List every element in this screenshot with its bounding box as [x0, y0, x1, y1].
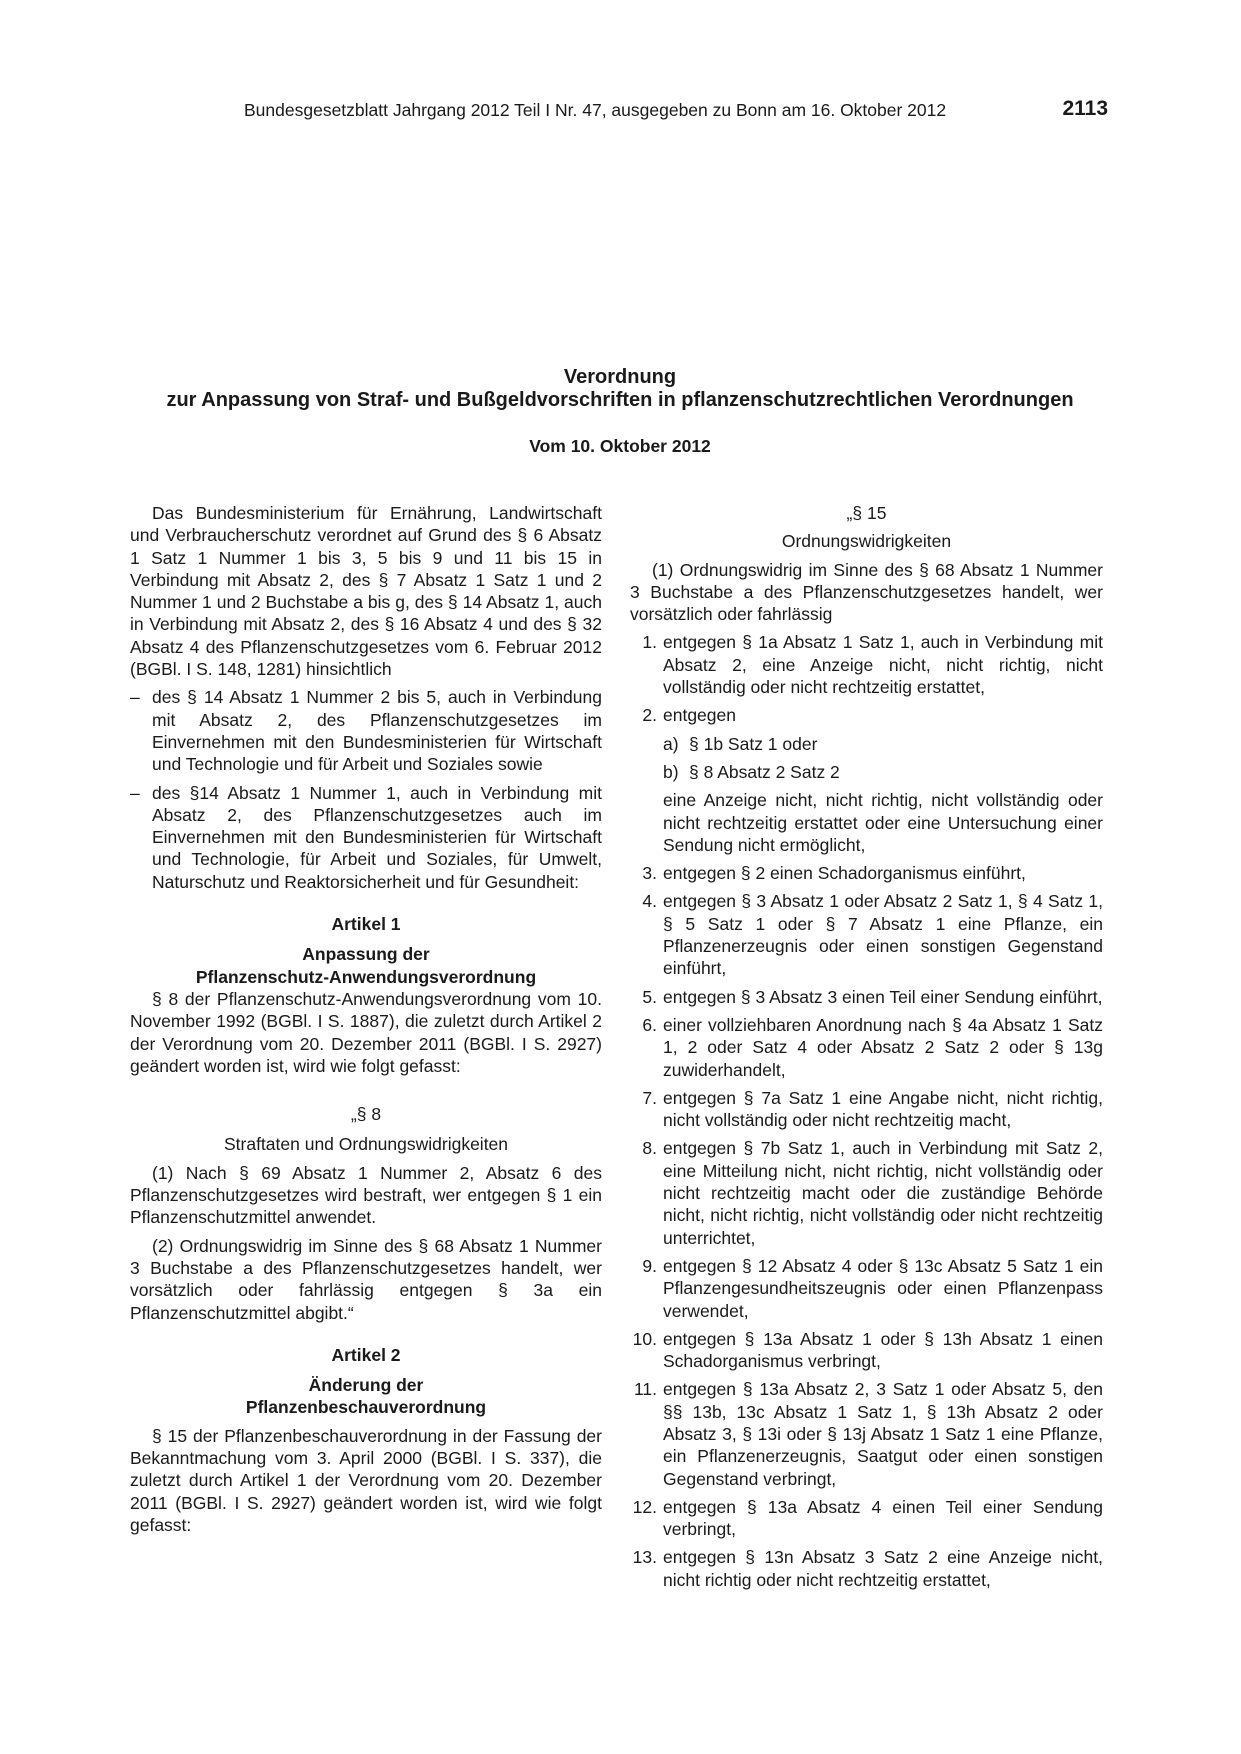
- list-item: [630, 1378, 1103, 1489]
- item-number: 7.: [642, 1087, 657, 1108]
- item-number: 8.: [642, 1138, 657, 1159]
- title-line2: zur Anpassung von Straf- und Bußgeldvorschriften in pflanzenschutzrechtlichen Verordnungen: [166, 389, 1074, 411]
- item-text: entgegen § 13a Absatz 4 einen Teil einer Sendung verbringt,: [663, 1496, 1103, 1540]
- list-item: [630, 1546, 1103, 1591]
- item-text: entgegen § 13a Absatz 2, 3 Satz 1 oder Absatz 5, den §§ 13b, 13c Absatz 1 Satz 1, § 13h Absatz 2 oder Absatz 3, § 13i oder § 13j Absatz 1 Satz 1 eine Pflanze, ein Pflanzenerzeugnis, Saatgut oder einen sonstigen Gegenstand verbringt,: [663, 1379, 1103, 1489]
- item-number: 13.: [632, 1547, 657, 1568]
- item-text: entgegen § 7b Satz 1, auch in Verbindung mit Satz 2, eine Mitteilung nicht, nicht richtig, nicht vollständig oder nicht rechtzeitig macht oder die zuständige Behörde nicht, nicht richtig, nicht vollständig oder nicht rechtzeitig unterrichtet,: [663, 1138, 1103, 1248]
- item-text: entgegen § 3 Absatz 1 oder Absatz 2 Satz 1, § 4 Satz 1, § 5 Satz 1 oder § 7 Absatz 1 eine Pflanze, ein Pflanzenerzeugnis oder einen sonstigen Gegenstand einführt,: [663, 891, 1103, 979]
- dash-marker: –: [130, 687, 140, 708]
- sub-item-b: [630, 761, 1103, 783]
- item-text: entgegen § 7a Satz 1 eine Angabe nicht, nicht richtig, nicht vollständig oder nicht rechtzeitig macht,: [663, 1087, 1103, 1131]
- article2-label: Artikel 2: [331, 1344, 401, 1365]
- item-number: 9.: [642, 1255, 657, 1276]
- section15-label: „§ 15: [846, 503, 887, 523]
- list-item: [630, 986, 1103, 1008]
- item-number: 10.: [632, 1328, 657, 1349]
- article1-label: Artikel 1: [331, 914, 401, 935]
- section15-title: Ordnungswidrigkeiten: [781, 531, 952, 552]
- section8-para1: (1) Nach § 69 Absatz 1 Nummer 2, Absatz 6 des Pflanzenschutzgesetzes wird bestraft, wer entgegen § 1 ein Pflanzenschutzmittel anwendet.: [130, 1162, 602, 1228]
- list-item: [630, 1328, 1103, 1373]
- item2-continuation: eine Anzeige nicht, nicht richtig, nicht vollständig oder nicht rechtzeitig erstattet oder eine Untersuchung einer Sendung nicht ermöglicht,: [663, 790, 1103, 855]
- article1-body: § 8 der Pflanzenschutz-Anwendungsverordnung vom 10. November 1992 (BGBl. I S. 1887), die zuletzt durch Artikel 2 der Verordnung vom 20. Dezember 2011 (BGBl. I S. 2927) geändert worden ist, wird wie folgt gefasst:: [130, 988, 602, 1076]
- item-number: 2.: [642, 705, 657, 726]
- section8-label: „§ 8: [350, 1104, 382, 1125]
- article1-title-line2: Pflanzenschutz-Anwendungsverordnung: [195, 966, 537, 987]
- article2-body: § 15 der Pflanzenbeschauverordnung in der Fassung der Bekanntmachung vom 3. April 2000 (BGBl. I S. 337), die zuletzt durch Artikel 1 der Verordnung vom 20. Dezember 2011 (BGBl. I S. 2927) geändert worden ist, wird wie folgt gefasst:: [130, 1425, 602, 1535]
- item-text: einer vollziehbaren Anordnung nach § 4a Absatz 1 Satz 1, 2 oder Satz 4 oder Absatz 2 Satz 2 oder § 13g zuwiderhandelt,: [663, 1014, 1103, 1080]
- section15-para1: (1) Ordnungswidrig im Sinne des § 68 Absatz 1 Nummer 3 Buchstabe a des Pflanzenschutzgesetzes handelt, wer vorsätzlich oder fahrlässig: [630, 559, 1103, 625]
- sub-item-marker: a): [663, 733, 679, 754]
- list-item: [630, 704, 1103, 726]
- item-number: 4.: [642, 891, 657, 912]
- item-text: entgegen § 2 einen Schadorganismus einführt,: [663, 863, 1026, 884]
- list-item: [630, 1137, 1103, 1248]
- item-number: 3.: [642, 863, 657, 884]
- item-text: entgegen § 1a Absatz 1 Satz 1, auch in Verbindung mit Absatz 2, eine Anzeige nicht, nicht richtig, nicht vollständig oder nicht rechtzeitig erstattet,: [663, 632, 1103, 698]
- section8-title: Straftaten und Ordnungswidrigkeiten: [223, 1134, 509, 1155]
- dash-marker: –: [130, 782, 140, 803]
- item-number: 1.: [642, 632, 657, 653]
- sub-item-text: § 1b Satz 1 oder: [689, 733, 818, 754]
- section8-para2: (2) Ordnungswidrig im Sinne des § 68 Absatz 1 Nummer 3 Buchstabe a des Pflanzenschutzgesetzes handelt, wer vorsätzlich oder fahrlässig entgegen § 3a ein Pflanzenschutzmittel abgibt.“: [130, 1235, 602, 1323]
- page-number: 2113: [1062, 97, 1108, 120]
- dash-item-2: [130, 782, 602, 893]
- item-text: entgegen § 13a Absatz 1 oder § 13h Absatz 1 einen Schadorganismus verbringt,: [663, 1328, 1103, 1372]
- list-item: [630, 631, 1103, 698]
- list-item: [630, 1087, 1103, 1132]
- list-item: [630, 1496, 1103, 1541]
- sub-item-marker: b): [663, 761, 679, 782]
- item-number: 6.: [642, 1014, 657, 1035]
- item-number: 11.: [633, 1379, 657, 1400]
- sub-item-a: [630, 733, 1103, 755]
- list-item: [630, 1255, 1103, 1322]
- item-text: entgegen § 3 Absatz 3 einen Teil einer Sendung einführt,: [663, 986, 1103, 1007]
- title-date: Vom 10. Oktober 2012: [529, 436, 711, 456]
- list-item: [630, 1014, 1103, 1081]
- article2-title-line1: Änderung der: [308, 1375, 424, 1396]
- list-item: [630, 890, 1103, 979]
- left-column: [130, 502, 602, 1536]
- item-number: 12.: [632, 1496, 657, 1517]
- intro-paragraph: Das Bundesministerium für Ernährung, Landwirtschaft und Verbraucherschutz verordnet auf Grund des § 6 Absatz 1 Satz 1 Nummer 1 bis 3, 5 bis 9 und 11 bis 15 in Verbindung mit Absatz 2, des § 7 Absatz 1 Satz 1 und 2 Nummer 1 und 2 Buchstabe a bis g, des § 14 Absatz 1, auch in Verbindung mit Absatz 2, des § 16 Absatz 4 und des § 32 Absatz 4 des Pflanzenschutzgesetzes vom 6. Februar 2012 (BGBl. I S. 148, 1281) hinsichtlich: [130, 503, 602, 680]
- dash-item-1: [130, 686, 602, 775]
- dash-item-text: des § 14 Absatz 1 Nummer 2 bis 5, auch in Verbindung mit Absatz 2, des Pflanzenschutzgesetzes im Einvernehmen mit den Bundesministerien für Wirtschaft und Technologie und für Arbeit und Soziales sowie: [152, 687, 602, 775]
- item-text: entgegen § 12 Absatz 4 oder § 13c Absatz 5 Satz 1 ein Pflanzengesundheitszeugnis oder einen Pflanzenpass verwendet,: [663, 1255, 1103, 1321]
- sub-item-text: § 8 Absatz 2 Satz 2: [689, 761, 840, 782]
- article1-title-line1: Anpassung der: [302, 944, 430, 965]
- title-line1: Verordnung: [563, 366, 677, 388]
- dash-item-text: des §14 Absatz 1 Nummer 1, auch in Verbindung mit Absatz 2, des Pflanzenschutzgesetzes auch im Einvernehmen mit den Bundesministerien für Wirtschaft und Technologie, für Arbeit und Soziales, für Umwelt, Naturschutz und Reaktorsicherheit und für Gesundheit:: [152, 782, 602, 892]
- item-number: 5.: [642, 986, 657, 1007]
- article2-title-line2: Pflanzenbeschauverordnung: [245, 1397, 487, 1418]
- item-text: entgegen: [663, 705, 736, 726]
- list-item: [630, 862, 1103, 884]
- right-column: [630, 502, 1103, 1591]
- header-text: Bundesgesetzblatt Jahrgang 2012 Teil I Nr. 47, ausgegeben zu Bonn am 16. Oktober 2012: [244, 100, 947, 120]
- item-text: entgegen § 13n Absatz 3 Satz 2 eine Anzeige nicht, nicht richtig oder nicht rechtzeitig erstattet,: [663, 1547, 1103, 1590]
